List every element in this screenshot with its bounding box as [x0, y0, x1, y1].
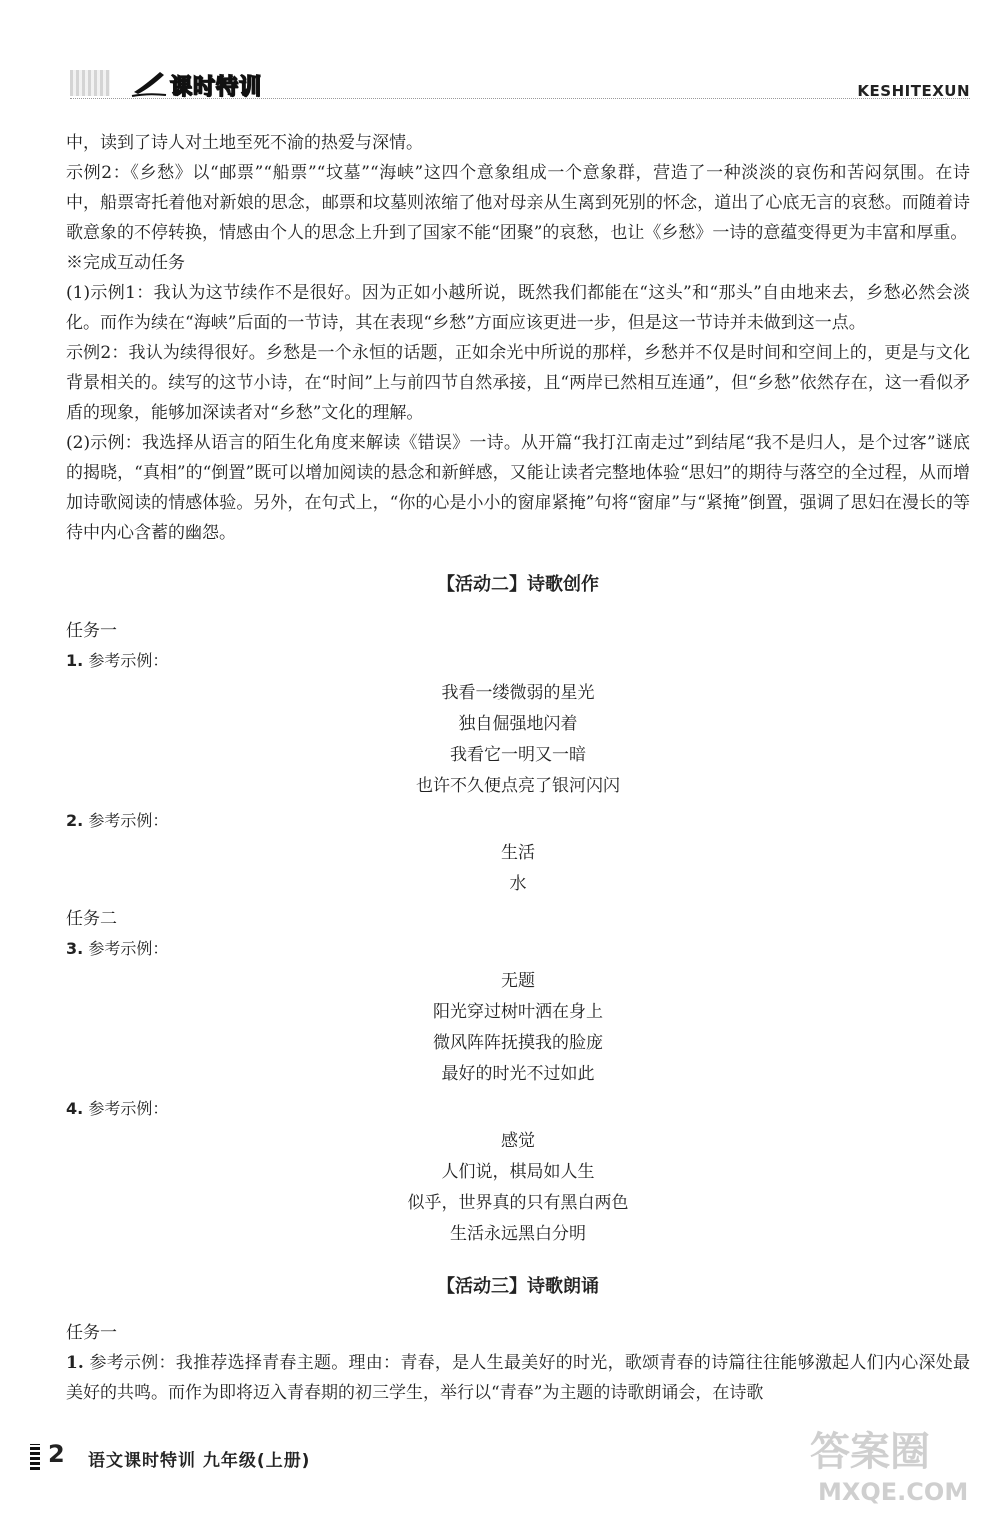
page-footer [30, 1440, 630, 1480]
book-title: 语文课时特训 九年级(上册) [88, 1451, 311, 1471]
poem-line: 似乎，世界真的只有黑白两色 [407, 1193, 629, 1213]
task-label: 任务一 [66, 621, 117, 641]
brand-latin: KESHITEXUN [857, 82, 970, 100]
paragraph: (1)示例1：我认为这节续作不是很好。因为正如小越所说，既然我们都能在“这头”和“那头”自由地来去，乡愁必然会淡化。而作为续在“海峡”后面的一节诗，其在表现“乡愁”方面应该更进一步，但是这一节诗并未做到这一点。 [66, 283, 970, 333]
watermark-text: 答案圈 [810, 1429, 930, 1475]
section-heading: 【活动二】诗歌创作 [437, 574, 599, 595]
example-label-text: 参考示例： [88, 651, 169, 670]
page-header [0, 60, 1000, 110]
page-number: 2 [48, 1440, 65, 1468]
poem-line: 生活 [501, 843, 535, 863]
poem [66, 838, 970, 900]
example-label [66, 1094, 970, 1124]
paragraph-text: 参考示例：我推荐选择青春主题。理由：青春，是人生最美好的时光，歌颂青春的诗篇往往能够激起人们内心深处最美好的共鸣。而作为即将迈入青春期的初三学生，举行以“青春”为主题的诗歌朗诵会，在诗歌 [66, 1353, 971, 1403]
example-number: 4. [66, 1099, 84, 1118]
example-label [66, 806, 970, 836]
example-label-text: 参考示例： [88, 811, 169, 830]
paragraph [66, 1348, 970, 1408]
paragraph: 示例2：我认为续得很好。乡愁是一个永恒的话题，正如余光中所说的那样，乡愁并不仅是时间和空间上的，更是与文化背景相关的。续写的这节小诗，在“时间”上与前四节自然承接，且“两岸已然相互连通”，但“乡愁”依然存在，这一看似矛盾的现象，能够加深读者对“乡愁”文化的理解。 [66, 343, 970, 423]
paragraph: 中，读到了诗人对土地至死不渝的热爱与深情。 [66, 133, 423, 153]
example-label [66, 934, 970, 964]
poem-title: 感觉 [501, 1131, 535, 1151]
poem-line: 最好的时光不过如此 [441, 1064, 595, 1084]
task-label: 任务一 [66, 1323, 117, 1343]
example-number: 1. [66, 651, 84, 670]
poem-line: 微风阵阵抚摸我的脸庞 [433, 1033, 603, 1053]
example-label-text: 参考示例： [88, 939, 169, 958]
poem [66, 1126, 970, 1250]
paragraph: (2)示例：我选择从语言的陌生化角度来解读《错误》一诗。从开篇“我打江南走过”到结尾“我不是归人，是个过客”谜底的揭晓，“真相”的“倒置”既可以增加阅读的悬念和新鲜感，又能让读者完整地体验“思妇”的期待与落空的全过程，从而增加诗歌阅读的情感体验。另外，在句式上，“你的心是小小的窗扉紧掩”句将“窗扉”与“紧掩”倒置，强调了思妇在漫长的等待中内心含蓄的幽怨。 [66, 433, 970, 543]
poem [66, 678, 970, 802]
poem [66, 966, 970, 1090]
page-marker-bar [30, 1444, 40, 1470]
section-heading: 【活动三】诗歌朗诵 [437, 1276, 599, 1297]
poem-line: 水 [509, 874, 527, 894]
page-content [66, 128, 970, 1408]
watermark [806, 1420, 986, 1520]
poem-line: 生活永远黑白分明 [450, 1224, 586, 1244]
poem-line: 也许不久便点亮了银河闪闪 [416, 776, 620, 796]
paragraph: ※完成互动任务 [66, 253, 185, 273]
watermark-url: MXQE.COM [818, 1478, 969, 1506]
poem-line: 阳光穿过树叶洒在身上 [433, 1002, 603, 1022]
logo-decoration [70, 70, 110, 96]
poem-line: 我看一缕微弱的星光 [441, 683, 595, 703]
example-label-text: 参考示例： [88, 1099, 169, 1118]
paragraph: 示例2：《乡愁》以“邮票”“船票”“坟墓”“海峡”这四个意象组成一个意象群，营造了一种淡淡的哀伤和苦闷氛围。在诗中，船票寄托着他对新娘的思念，邮票和坟墓则浓缩了他对母亲从生离到死别的怀念，道出了心底无言的哀愁。而随着诗歌意象的不停转换，情感由个人的思念上升到了国家不能“团聚”的哀愁，也让《乡愁》一诗的意蕴变得更为丰富和厚重。 [66, 163, 970, 243]
brand-logo: 课时特训 [170, 75, 263, 100]
header-rule [70, 98, 970, 99]
example-number: 2. [66, 811, 84, 830]
pen-icon [130, 66, 170, 98]
example-number: 3. [66, 939, 84, 958]
example-label [66, 646, 970, 676]
example-number: 1. [66, 1353, 84, 1373]
task-label: 任务二 [66, 909, 117, 929]
poem-line: 人们说，棋局如人生 [441, 1162, 595, 1182]
poem-title: 无题 [501, 971, 535, 991]
poem-line: 我看它一明又一暗 [450, 745, 586, 765]
poem-line: 独自倔强地闪着 [458, 714, 578, 734]
